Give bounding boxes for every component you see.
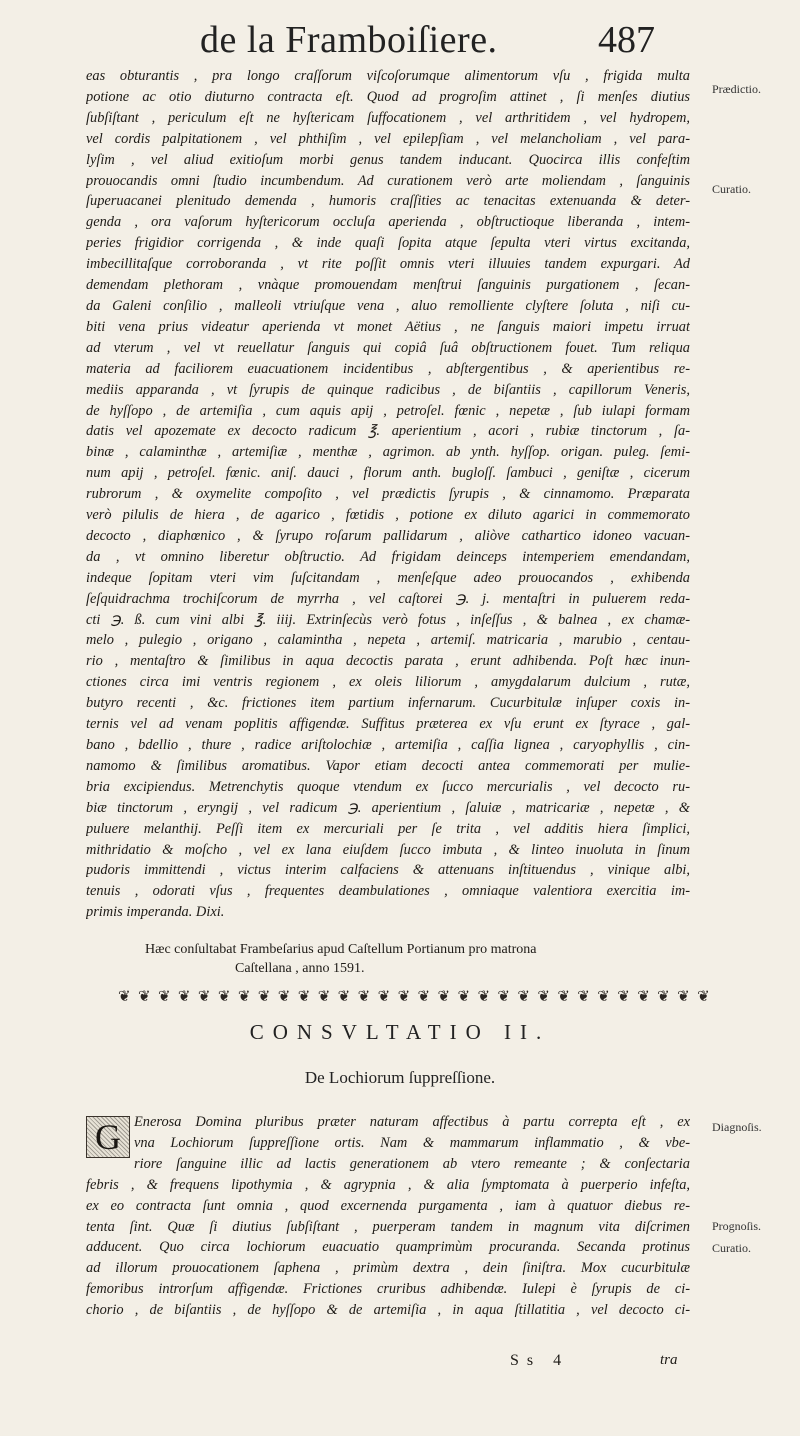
fleuron-icon: ❦ <box>457 986 471 1005</box>
text-line: datis vel apozemate ex decocto radicum ℥. aperientium , acori , rubiæ tinctorum , ſa- <box>86 423 690 440</box>
fleuron-icon: ❦ <box>437 986 451 1005</box>
text-line: butyro recenti , &c. frictiones item partium infernarum. Cucurbitulæ inſuper coxis in- <box>86 695 690 712</box>
text-line: decocto , diaphœnico , & ſyrupo roſarum pallidarum , aliòve cathartico idoneo vacuan- <box>86 527 690 544</box>
text-line: biti vena prius videatur aperienda vt monet Aëtius , ne ſanguis maiori impetu irruat <box>86 318 690 335</box>
fleuron-icon: ❦ <box>417 986 431 1005</box>
text-line: verò pilulis de hiera , de agarico , fœtidis , potione ex diluto agarici in commemorato <box>86 507 690 524</box>
text-line: ctiones circa imi ventris regionem , ex oleis liliorum , amygdalarum dulcium , rutæ, <box>86 674 690 691</box>
text-line: lyſim , vel aliud exitioſum morbi genus tandem inducant. Quocirca illis confeſtim <box>86 151 690 168</box>
text-line: da , vt omnino liberetur obſtructio. Ad frigidam deinceps intemperiem emendandam, <box>86 548 690 565</box>
text-line: da Galeni conſilio , malleoli vtriuſque vena , aluo remolliente clyſtere ſoluta , niſi cu- <box>86 297 690 314</box>
drop-cap-letter: G <box>87 1117 129 1157</box>
fleuron-icon: ❦ <box>277 986 291 1005</box>
section-two-text <box>86 1112 690 1321</box>
text-line: riore ſanguine illic ad lactis generationem ab vtero remeante ; & conſectaria <box>134 1155 690 1172</box>
catchword: tra <box>660 1352 678 1368</box>
text-line: Enerosa Domina pluribus præter naturam affectibus à partu correpta eſt , ex <box>134 1114 690 1130</box>
fleuron-icon: ❦ <box>297 986 311 1005</box>
text-line: num apij , petroſel. fœnic. aniſ. dauci , florum anth. bugloſſ. ſambuci , geniſtæ , cicerum <box>86 465 690 482</box>
fleuron-icon: ❦ <box>317 986 331 1005</box>
text-line: prouocandis omni ſtudio incumbendum. Ad curationem verò arte moliendam , ſanguinis <box>86 172 690 189</box>
text-line: bano , bdellio , thure , radice ariſtolochiæ , artemiſia , caſſia lignea , caryophyllis , cin- <box>86 737 690 753</box>
text-line: ex eo contracta ſunt omnia , quod excernenda purgamenta , iam à quatuor diebus re- <box>86 1197 690 1214</box>
fleuron-icon: ❦ <box>197 986 211 1005</box>
text-line: vna Lochiorum ſuppreſſione ortis. Nam & mammarum inflammatio , & vbe- <box>134 1134 690 1151</box>
signature-note <box>125 940 685 978</box>
text-line: mediis apparanda , vt ſyrupis de quinque radicibus , de biſantiis , capillorum Veneris, <box>86 381 690 398</box>
signature-note-line-2: Caſtellana , anno 1591. <box>235 961 365 976</box>
fleuron-icon: ❦ <box>617 986 630 1005</box>
text-line: genda , ora vaſorum hyſtericorum occluſa aperienda , obſtructioque liberanda , intem- <box>86 214 690 231</box>
text-line: binæ , calaminthæ , artemiſiæ , menthæ , agrimon. ab ynth. hyſſop. origan. puleg. ſemi- <box>86 444 690 461</box>
page-number: 487 <box>598 19 655 61</box>
text-line: mithridatio & moſcho , vel ex lana eiuſdem ſucco imbuta , & linteo inuoluta in ſinum <box>86 841 690 858</box>
margin-note-prognosis: Prognoſis. <box>712 1219 762 1233</box>
margin-note-diagnosis: Diagnoſis. <box>712 1120 762 1134</box>
fleuron-icon: ❦ <box>577 986 590 1005</box>
text-line: femoribus introrſum affigendæ. Frictiones cruribus adhibendæ. Iulepi è ſyrupis de ci- <box>86 1281 690 1298</box>
text-line: vel cordis palpitationem , vel phthiſim , vel epilepſiam , vel melancholiam , vel para- <box>86 130 690 147</box>
fleuron-icon: ❦ <box>637 986 650 1005</box>
text-line: rio , mentaſtro & ſimilibus in aqua decoctis parata , erunt adhibenda. Poſt hæc inun- <box>86 653 690 670</box>
text-line: namomo & ſimilibus aromatibus. Vapor etiam decocti antea commemorati per mulie- <box>86 757 690 774</box>
text-line: rubrorum , & oxymelite compoſito , vel prædictis ſyrupis , & cinnamomo. Præparata <box>86 486 690 503</box>
fleuron-icon: ❦ <box>477 986 491 1005</box>
text-line: puluere melanthij. Peſſi item ex mercuriali per ſe trita , vel additis hiera ſimplici, <box>86 820 690 837</box>
text-line: biæ tinctorum , eryngij , vel radicum ℈. aperientium , ſaluiæ , matricariæ , nepetæ , & <box>86 799 690 816</box>
margin-note-curatio: Curatio. <box>712 182 751 196</box>
fleuron-icon: ❦ <box>597 986 610 1005</box>
section-one-text <box>86 66 690 923</box>
running-head <box>0 14 800 66</box>
text-line: de hyſſopo , de artemiſia , cum aquis apij , petroſel. fœnic , nepetæ , ſub iulapi formam <box>86 402 690 419</box>
fleuron-icon: ❦ <box>517 986 530 1005</box>
running-title: de la Framboiſiere. <box>200 19 498 61</box>
ornament-band <box>118 983 710 1009</box>
fleuron-icon: ❦ <box>497 986 510 1005</box>
text-line: adducent. Quo circa lochiorum euacuatio quamprimùm procuranda. Secanda protinus <box>86 1239 690 1256</box>
consultation-title: CONSVLTATIO II. <box>249 1020 551 1044</box>
fleuron-icon: ❦ <box>397 986 411 1005</box>
margin-note-curatio-2: Curatio. <box>712 1241 751 1255</box>
fleuron-icon: ❦ <box>157 986 171 1005</box>
text-line: bria excipiendus. Metrenchytis quoque vtendum ex ſucco mercurialis , vel decocto ru- <box>86 778 690 795</box>
fleuron-icon: ❦ <box>657 986 670 1005</box>
text-line: febris , & frequens lipothymia , & agrypnia , & alia ſymptomata à puerperio infeſta, <box>86 1176 690 1193</box>
fleuron-icon: ❦ <box>137 986 151 1005</box>
fleuron-icon: ❦ <box>377 986 391 1005</box>
text-line: ſuperuacanei plenitudo demenda , humoris craſſities ac tenacitas extenuanda & deter- <box>86 193 690 210</box>
text-line: cti ℈. ß. cum vini albi ℥. iiij. Extrinſecùs verò fotus , inſeſſus , & balnea , ex chamæ- <box>86 611 690 628</box>
fleuron-icon: ❦ <box>237 986 251 1005</box>
consultation-subtitle: De Lochiorum ſuppreſſione. <box>304 1068 496 1087</box>
text-line: materia ad faciliorem euacuationem incidentibus , abſtergentibus , & aperientibus re- <box>86 360 690 377</box>
fleuron-icon: ❦ <box>177 986 191 1005</box>
fleuron-icon: ❦ <box>257 986 271 1005</box>
text-line: tenuis , odorati vſus , frequentes deambulationes , omniaque valentiora exercitia im- <box>86 883 690 900</box>
fleuron-icon: ❦ <box>697 986 710 1005</box>
fleuron-icon: ❦ <box>677 986 690 1005</box>
text-line: imbecillitaſque corroboranda , vt rite poſſit omnis vteri illuuies tandem expurgari. Ad <box>86 256 690 273</box>
text-line: chorio , de biſantiis , de hyſſopo & de artemiſia , in aqua ſtillatitia , vel decocto ci- <box>86 1302 690 1319</box>
text-line: ſeſquidrachma trochiſcorum de myrrha , vel caſtorei ℈. j. mentaſtri in puluerem reda- <box>86 590 690 607</box>
text-line: indeque ſopitam vteri vim ſuſcitandam , menſeſque adeo prouocandos , exhibenda <box>86 569 690 586</box>
signature-mark: Ss 4 <box>510 1352 570 1369</box>
text-line: melo , pulegio , origano , calamintha , nepeta , artemiſ. matricaria , marubio , centau- <box>86 632 690 649</box>
text-line: ad vterum , vel vt reuellatur ſanguis qui copiâ ſuâ obſtructionem fouet. Tum reliqua <box>86 339 690 356</box>
text-line: demendam plethoram , vnàque promouendam menſtrui ſanguinis purgationem , ſecan- <box>86 277 690 294</box>
text-line: potione ac otio diuturno contracta eſt. Quod ad progroſim attinet , ſi menſes diutius <box>86 88 690 105</box>
text-line: eas obturantis , pra longo craſſorum viſcoſorumque alimentorum vſu , frigida multa <box>86 68 690 84</box>
fleuron-icon: ❦ <box>217 986 231 1005</box>
text-line: tenta ſint. Quæ ſi diutius ſubſiſtant , puerperam tandem in magnum vita diſcrimen <box>86 1218 690 1235</box>
margin-note-praedictio: Prædictio. <box>712 82 762 96</box>
fleuron-icon: ❦ <box>337 986 351 1005</box>
fleuron-icon: ❦ <box>118 986 131 1005</box>
text-line: primis imperanda. Dixi. <box>86 904 225 921</box>
fleuron-icon: ❦ <box>557 986 570 1005</box>
text-line: pudoris immittendi , victus interim calfaciens & attenuans inſtituendus , vinique albi, <box>86 862 690 879</box>
text-line: ternis vel ad venam poplitis affigendæ. Suffitus præterea ex vſu erunt ex ſtyrace , gal- <box>86 716 690 733</box>
text-line: ad illorum prouocationem ſaphena , primùm dextra , dein ſiniſtra. Mox cucurbitulæ <box>86 1260 690 1277</box>
fleuron-icon: ❦ <box>357 986 371 1005</box>
signature-note-line-1: Hæc conſultabat Frambeſarius apud Caſtellum Portianum pro matrona <box>145 942 537 957</box>
fleuron-icon: ❦ <box>537 986 550 1005</box>
text-line: ſubſiſtant , periculum eſt ne hyſtericam ſuffocationem , vel arthritidem , vel hydropem, <box>86 109 690 126</box>
text-line: peries frigidior corrigenda , & inde quaſi ſopita atque ſepulta vteri virtus excitanda, <box>86 235 690 252</box>
